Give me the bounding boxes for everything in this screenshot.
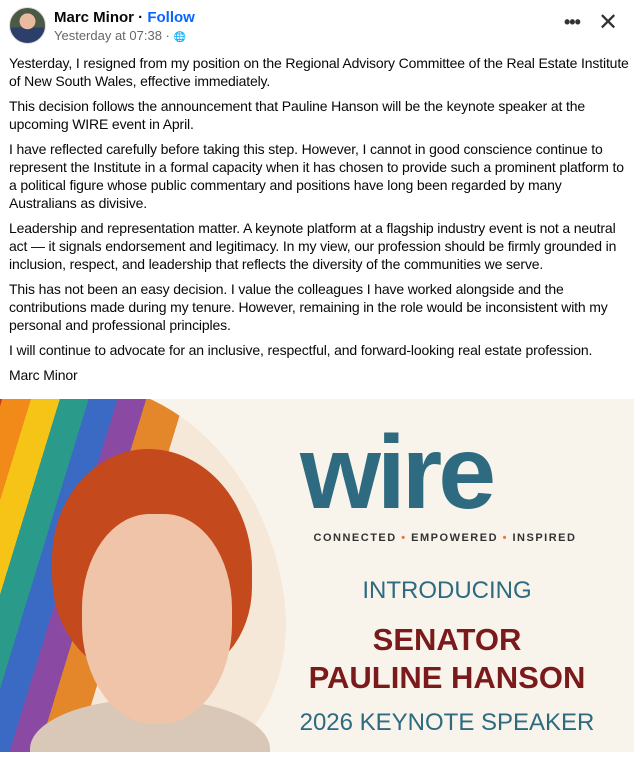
more-options-icon[interactable]: ••• bbox=[564, 12, 580, 32]
globe-icon: 🌐 bbox=[173, 32, 186, 43]
signature: Marc Minor bbox=[9, 367, 78, 383]
paragraph: Yesterday, I resigned from my position on the Regional Advisory Committee of the Real Estate Institute of New South Wales, effective immediately. bbox=[9, 55, 629, 89]
paragraph: I will continue to advocate for an inclusive, respectful, and forward-looking real estate profession. bbox=[9, 342, 593, 358]
speaker-face bbox=[82, 514, 232, 724]
tagline-word: EMPOWERED bbox=[411, 532, 499, 544]
separator: · bbox=[134, 9, 148, 26]
introducing-text: INTRODUCING bbox=[362, 577, 532, 604]
paragraph: I have reflected carefully before taking this step. However, I cannot in good conscience continue to represent the Institute in a formal capacity when it has chosen to provide such a prominent platform to a political figure whose public commentary and positions have long been regarded by many Australians as divisive. bbox=[9, 141, 624, 211]
tagline-dot: • bbox=[396, 532, 412, 544]
speaker-title bbox=[260, 621, 634, 697]
tagline-dot: • bbox=[498, 532, 513, 544]
paragraph: This decision follows the announcement that Pauline Hanson will be the keynote speaker at the upcoming WIRE event in April. bbox=[9, 98, 585, 132]
author-name[interactable]: Marc Minor bbox=[54, 9, 135, 26]
follow-button[interactable]: Follow bbox=[147, 9, 195, 26]
speaker-title-line1: SENATOR bbox=[372, 622, 522, 657]
timestamp[interactable]: Yesterday at 07:38 · bbox=[54, 28, 170, 43]
author-avatar[interactable] bbox=[9, 7, 46, 44]
post-text bbox=[9, 54, 631, 399]
paragraph: Leadership and representation matter. A keynote platform at a flagship industry event is not a neutral act — it signals endorsement and legitimacy. In my view, our profession should be firmly grounded in inclusion, respect, and leadership that reflects the diversity of the communities we serve. bbox=[9, 220, 617, 272]
keynote-subtitle: 2026 KEYNOTE SPEAKER bbox=[299, 709, 595, 736]
post-image[interactable] bbox=[0, 399, 634, 752]
close-icon[interactable]: ✕ bbox=[598, 9, 619, 36]
author-line bbox=[54, 9, 195, 26]
tagline-word: CONNECTED bbox=[313, 532, 397, 544]
post-header bbox=[0, 0, 634, 54]
tagline bbox=[300, 531, 590, 545]
paragraph: This has not been an easy decision. I value the colleagues I have worked alongside and the contributions made during my tenure. However, remaining in the role would be inconsistent with my personal and professional principles. bbox=[9, 281, 608, 333]
speaker-title-line2: PAULINE HANSON bbox=[308, 660, 586, 695]
post-meta bbox=[54, 28, 186, 43]
wire-logo: wire bbox=[300, 415, 493, 531]
tagline-word: INSPIRED bbox=[512, 532, 577, 544]
